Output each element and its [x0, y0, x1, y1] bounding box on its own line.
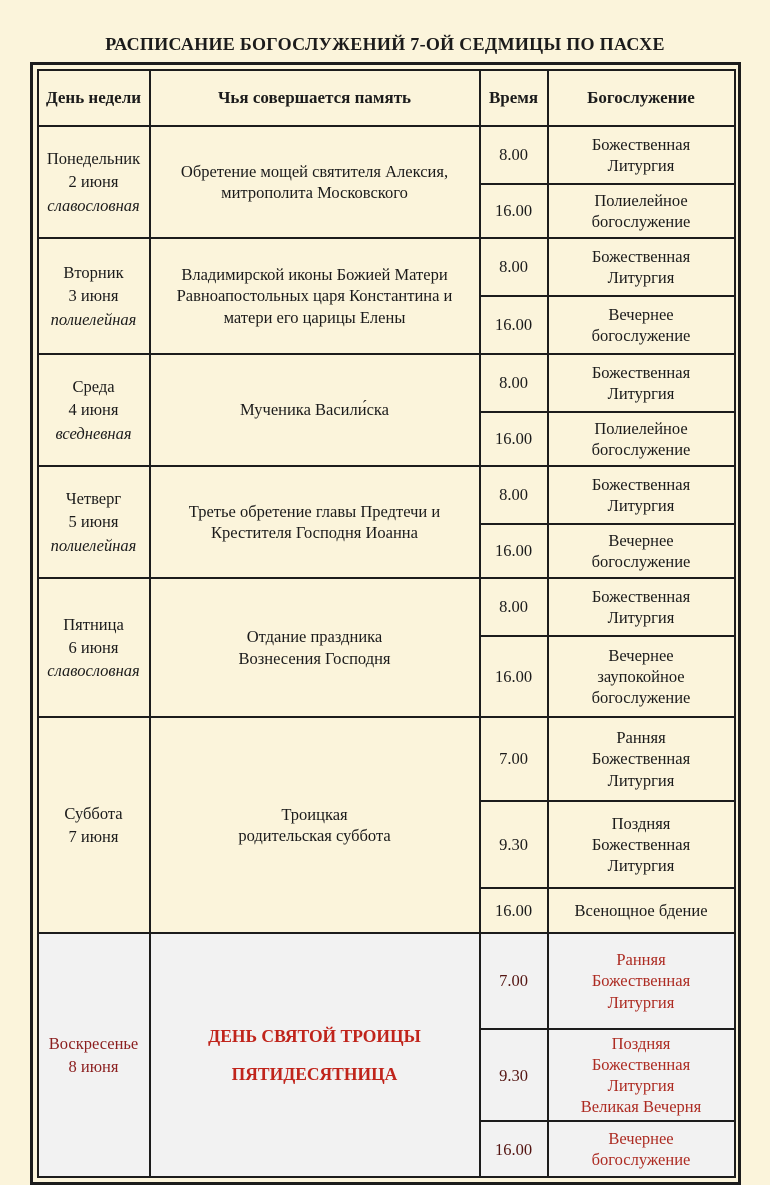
- day-name: Суббота: [64, 803, 123, 823]
- day-rank-note: вседневная: [55, 423, 132, 443]
- day-name: Вторник: [63, 263, 124, 283]
- memory-line: Мученика Васили́ска: [240, 400, 389, 420]
- memory-line: ДЕНЬ СВЯТОЙ ТРОИЦЫ: [208, 1025, 421, 1046]
- time-cell: 16.00: [480, 296, 548, 354]
- day-cell: [38, 578, 150, 717]
- service-line: Литургия: [607, 992, 675, 1012]
- service-line: Божественная: [591, 134, 691, 154]
- time-cell: 16.00: [480, 1121, 548, 1177]
- service-line: Божественная: [591, 474, 691, 494]
- service-line: Божественная: [591, 246, 691, 266]
- service-cell: [548, 296, 735, 354]
- table-row: [38, 238, 735, 296]
- day-rank-note: славословная: [47, 661, 140, 681]
- service-cell: [548, 578, 735, 636]
- memory-line: родительская суббота: [238, 826, 391, 845]
- day-date: 7 июня: [68, 827, 119, 846]
- memory-cell: [150, 717, 480, 933]
- memory-line: Вознесения Господня: [238, 648, 391, 668]
- day-name: Пятница: [63, 614, 124, 634]
- service-line: Литургия: [607, 268, 675, 287]
- day-date: 2 июня: [68, 172, 119, 192]
- header-memory: Чья совершается память: [150, 70, 480, 126]
- table-row: [38, 354, 735, 412]
- service-line: Поздняя: [611, 1034, 671, 1053]
- memory-line: митрополита Московского: [221, 183, 408, 202]
- memory-line: Третье обретение главы Предтечи и: [188, 501, 441, 521]
- service-cell: [548, 1029, 735, 1121]
- day-cell: [38, 717, 150, 933]
- service-line: Ранняя: [616, 950, 666, 970]
- service-line: Полиелейное: [594, 418, 688, 438]
- time-cell: 16.00: [480, 412, 548, 466]
- day-cell: [38, 933, 150, 1177]
- day-cell: [38, 466, 150, 578]
- time-cell: 16.00: [480, 184, 548, 238]
- table-row: [38, 717, 735, 801]
- service-line: богослужение: [591, 552, 691, 571]
- service-cell: [548, 238, 735, 296]
- memory-cell: [150, 238, 480, 354]
- memory-line: Обретение мощей святителя Алексия,: [180, 161, 449, 181]
- service-cell: [548, 126, 735, 184]
- table-row: [38, 126, 735, 184]
- time-cell: 9.30: [480, 801, 548, 888]
- service-cell: [548, 717, 735, 801]
- time-cell: 8.00: [480, 466, 548, 524]
- service-line: Литургия: [607, 770, 675, 790]
- service-line: Всенощное бдение: [574, 900, 708, 920]
- memory-cell: [150, 466, 480, 578]
- service-cell: [548, 636, 735, 717]
- service-line: Литургия: [607, 608, 675, 627]
- memory-line: Владимирской иконы Божией Матери: [181, 265, 448, 285]
- service-line: Ранняя: [616, 728, 666, 748]
- service-line: Божественная: [591, 971, 691, 991]
- service-line: заупокойное: [597, 666, 685, 686]
- service-line: богослужение: [591, 1150, 691, 1170]
- memory-line: Отдание праздника: [246, 627, 383, 647]
- day-name: Понедельник: [46, 149, 141, 169]
- service-line: Великая Вечерня: [580, 1097, 702, 1117]
- header-row: [38, 70, 735, 126]
- day-name: Четверг: [65, 489, 122, 509]
- service-line: Вечернее: [608, 1129, 674, 1149]
- time-cell: 8.00: [480, 578, 548, 636]
- time-cell: 9.30: [480, 1029, 548, 1121]
- time-cell: 8.00: [480, 126, 548, 184]
- service-cell: [548, 1121, 735, 1177]
- day-cell: [38, 238, 150, 354]
- service-line: богослужение: [591, 212, 691, 231]
- service-line: богослужение: [591, 440, 691, 459]
- service-line: Литургия: [607, 1076, 675, 1096]
- service-line: Полиелейное: [594, 190, 688, 210]
- day-date: 6 июня: [68, 637, 119, 657]
- service-line: Литургия: [607, 156, 675, 175]
- day-cell: [38, 354, 150, 466]
- service-cell: [548, 466, 735, 524]
- service-line: Божественная: [591, 834, 691, 854]
- schedule-body: [38, 126, 735, 1177]
- service-line: богослужение: [591, 688, 691, 708]
- day-date: 5 июня: [68, 512, 119, 532]
- service-line: богослужение: [591, 326, 691, 345]
- memory-line: матери его царицы Елены: [223, 307, 406, 327]
- memory-cell: [150, 126, 480, 238]
- service-line: Литургия: [607, 384, 675, 403]
- memory-cell: [150, 578, 480, 717]
- service-line: Божественная: [591, 749, 691, 769]
- table-row: [38, 578, 735, 636]
- table-row: [38, 933, 735, 1029]
- service-cell: [548, 524, 735, 578]
- day-cell: [38, 126, 150, 238]
- service-cell: [548, 184, 735, 238]
- day-date: 4 июня: [68, 400, 119, 420]
- time-cell: 8.00: [480, 354, 548, 412]
- service-line: Вечернее: [608, 530, 674, 550]
- time-cell: 16.00: [480, 888, 548, 933]
- day-rank-note: полиелейная: [50, 309, 137, 329]
- day-rank-note: славословная: [47, 195, 140, 215]
- service-line: Вечернее: [608, 645, 674, 665]
- service-line: Литургия: [607, 496, 675, 515]
- day-date: 3 июня: [68, 286, 119, 306]
- memory-line: ПЯТИДЕСЯТНИЦА: [231, 1064, 398, 1085]
- time-cell: 8.00: [480, 238, 548, 296]
- table-row: [38, 466, 735, 524]
- service-line: Литургия: [607, 856, 675, 876]
- service-cell: [548, 888, 735, 933]
- time-cell: 7.00: [480, 717, 548, 801]
- service-cell: [548, 412, 735, 466]
- time-cell: 7.00: [480, 933, 548, 1029]
- service-line: Божественная: [591, 362, 691, 382]
- memory-line: Равноапостольных царя Константина и: [176, 286, 453, 306]
- day-rank-note: полиелейная: [50, 535, 137, 555]
- memory-cell: [150, 933, 480, 1177]
- service-line: Поздняя: [611, 813, 671, 833]
- day-date: 8 июня: [68, 1057, 119, 1077]
- service-line: Божественная: [591, 586, 691, 606]
- service-line: Божественная: [591, 1055, 691, 1075]
- memory-line: Крестителя Господня Иоанна: [211, 523, 418, 542]
- header-day: День недели: [38, 70, 150, 126]
- service-cell: [548, 354, 735, 412]
- schedule-table: [37, 69, 736, 1178]
- time-cell: 16.00: [480, 636, 548, 717]
- day-name: Среда: [72, 377, 115, 397]
- memory-cell: [150, 354, 480, 466]
- time-cell: 16.00: [480, 524, 548, 578]
- header-time: Время: [480, 70, 548, 126]
- service-line: Вечернее: [608, 304, 674, 324]
- day-name: Воскресенье: [48, 1034, 139, 1054]
- header-service: Богослужение: [548, 70, 735, 126]
- table-frame: [30, 62, 741, 1185]
- service-cell: [548, 801, 735, 888]
- page-title: РАСПИСАНИЕ БОГОСЛУЖЕНИЙ 7-ОЙ СЕДМИЦЫ ПО ПАСХЕ: [105, 34, 665, 54]
- memory-line: Троицкая: [281, 804, 348, 824]
- service-cell: [548, 933, 735, 1029]
